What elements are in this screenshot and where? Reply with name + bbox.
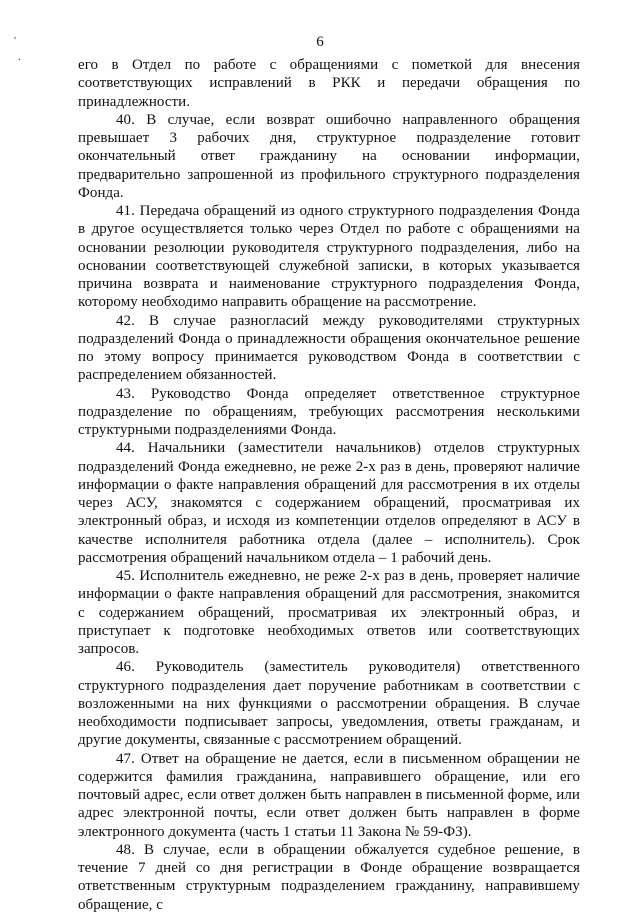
paragraph: 41. Передача обращений из одного структурного подразделения Фонда в другое осуществляется только через Отдел по работе с обращениями на основании резолюции руководителя структурного подразделения, либо на основании соответствующей служебной записки, в которых указывается причина возврата и наименование структурного подразделения Фонда, которому необходимо направить обращение на рассмотрение.	[78, 203, 580, 311]
page-number: 6	[316, 34, 324, 50]
document-body	[78, 56, 580, 914]
paragraph: 40. В случае, если возврат ошибочно направленного обращения превышает 3 рабочих дня, структурное подразделение готовит окончательный ответ гражданину на основании информации, предварительно запрошенной из профильного структурного подразделения Фонда.	[78, 111, 580, 201]
margin-mark: .	[18, 51, 21, 63]
paragraph: 45. Исполнитель ежедневно, не реже 2-х раз в день, проверяет наличие информации о факте направления обращений для рассмотрения, знакомится с содержанием обращений, просматривая их электронный образ, и приступает к подготовке необходимых ответов или соответствующих запросов.	[78, 568, 580, 657]
paragraph: 44. Начальники (заместители начальников) отделов структурных подразделений Фонда ежедневно, не реже 2-х раз в день, проверяют наличие информации о факте направления обращений для рассмотрения в их отделы через АСУ, знакомятся с содержанием обращений, просматривая их электронный образ, и исходя из компетенции отделов определяют в АСУ в качестве исполнителя работника отдела (далее – исполнитель). Срок рассмотрения обращений начальником отдела – 1 рабочий день.	[78, 440, 580, 566]
paragraph: 46. Руководитель (заместитель руководителя) ответственного структурного подразделения дает поручение работникам в соответствии с возложенными на них функциями о рассмотрении обращения. В случае необходимости подписывает запросы, уведомления, ответы гражданам, и другие документы, связанные с рассмотрением обращений.	[78, 659, 580, 749]
paragraph: его в Отдел по работе с обращениями с пометкой для внесения соответствующих исправлений в РКК и передачи обращения по принадлежности.	[78, 57, 580, 110]
paragraph: 43. Руководство Фонда определяет ответственное структурное подразделение по обращениям, требующих рассмотрения несколькими структурными подразделениями Фонда.	[78, 385, 580, 438]
paragraph: 42. В случае разногласий между руководителями структурных подразделений Фонда о принадлежности обращения окончательное решение по этому вопросу принимается руководством Фонда в соответствии с распределением обязанностей.	[78, 312, 580, 384]
paragraph: 48. В случае, если в обращении обжалуется судебное решение, в течение 7 дней со дня регистрации в Фонде обращение возвращается ответственным структурным подразделением гражданину, направившему обращение, с	[78, 841, 580, 913]
paragraph: 47. Ответ на обращение не дается, если в письменном обращении не содержится фамилия гражданина, направившего обращение, или его почтовый адрес, если ответ должен быть направлен в письменной форме, или адрес электронной почты, если ответ должен быть направлен в форме электронного документа (часть 1 статьи 11 Закона № 59-ФЗ).	[78, 750, 580, 840]
margin-mark: '	[14, 35, 16, 47]
